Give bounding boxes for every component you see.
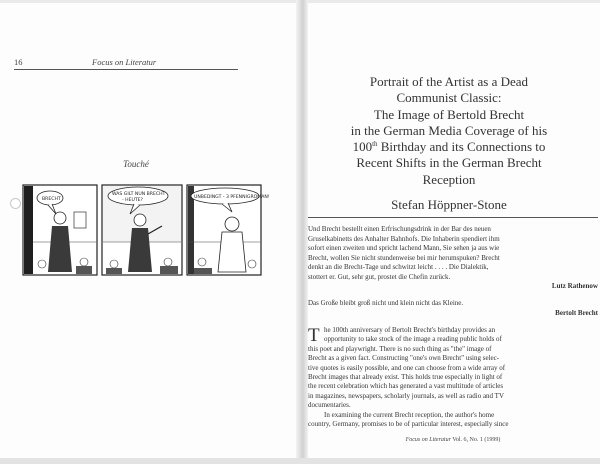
motto-quote: Das Große bleibt groß nicht und klein nicht das Kleine. bbox=[308, 299, 464, 307]
author-name: Stefan Höppner-Stone bbox=[391, 197, 507, 212]
epigraph-line: denkt an die Brecht-Tage und schwitzt leicht . . . . Die Dialektik, bbox=[308, 263, 489, 271]
journal-header: Focus on Literatur bbox=[92, 57, 157, 67]
drop-cap: T bbox=[308, 325, 320, 346]
footer-volume: Vol. 6, No. 1 (1999) bbox=[450, 437, 501, 443]
body-line: this poet and playwright. There is no such thing as "the" image of bbox=[308, 344, 492, 353]
left-page bbox=[0, 0, 296, 458]
body-line: in magazines, newspapers, scholarly journals, as well as radio and TV bbox=[308, 391, 505, 400]
body-line: he 100th anniversary of Bertolt Brecht's birthday provides an bbox=[324, 326, 496, 334]
title-line: Portrait of the Artist as a Dead bbox=[369, 74, 529, 89]
body-line: documentaries. bbox=[308, 401, 351, 410]
panel-3-bubble-text: UNBEDINGT - 3 PFENNIGROMAN! bbox=[194, 195, 270, 200]
body-line: In examining the current Brecht reception, the author's home bbox=[324, 410, 495, 419]
title-line bbox=[316, 139, 582, 155]
title-line: Recent Shifts in the German Brecht bbox=[356, 155, 542, 171]
body-line: Brecht as a given fact. Constructing "one's own Brecht" using selec- bbox=[308, 354, 500, 363]
title-divider bbox=[308, 217, 598, 218]
epigraph bbox=[308, 225, 598, 282]
body-line: tive quotes is easily possible, and one can choose from a wide array of bbox=[308, 363, 506, 372]
right-page bbox=[308, 0, 600, 458]
body-line: opportunity to take stock of the image a reading public holds of bbox=[324, 335, 502, 344]
page-footer bbox=[308, 437, 598, 443]
motto-attribution: Bertolt Brecht bbox=[555, 309, 598, 317]
footer-journal: Focus on Literatur bbox=[405, 437, 451, 443]
running-header bbox=[14, 56, 238, 70]
epigraph-attribution: Lutz Rathenow bbox=[551, 282, 598, 290]
title-ordinal-number: 100 bbox=[352, 139, 373, 155]
body-line: country, Germany, promises to be of particular interest, especially since bbox=[308, 420, 509, 429]
cartoon-title: Touché bbox=[123, 159, 149, 169]
comic-panel-2 bbox=[102, 185, 182, 275]
panel-2-bubble-text-1: WAS GILT NUN BRECHT bbox=[112, 192, 166, 197]
panel-2-bubble-text-2: - HEUTE? bbox=[122, 198, 143, 203]
comic-panel-3 bbox=[187, 185, 270, 275]
title-ordinal-suffix: th bbox=[372, 140, 378, 149]
epigraph-line: Brecht, wollen Sie nicht stundenweise bei mir herumspuken? Brecht bbox=[308, 253, 500, 262]
book-gutter bbox=[296, 0, 308, 464]
article-body bbox=[308, 326, 598, 429]
comic-strip bbox=[22, 184, 270, 276]
body-line: Brecht images that already exist. This holds true especially in light of bbox=[308, 373, 503, 382]
epigraph-line: stottert er. Gut, sehr gut, prostet die Chefin zurück. bbox=[308, 272, 451, 281]
page-number: 16 bbox=[14, 57, 23, 67]
panel-1-bubble-text: BRECHT bbox=[42, 197, 61, 202]
epigraph-line: Gruselkabinetts des Anhalter Bahnhofs. Die Inhaberin spendiert ihm bbox=[308, 234, 500, 243]
binder-hole bbox=[10, 198, 21, 209]
title-line: Reception bbox=[422, 171, 476, 187]
comic-panel-1 bbox=[23, 185, 97, 275]
title-line: Communist Classic: bbox=[396, 90, 502, 106]
scan-bottom-edge bbox=[0, 458, 600, 464]
title-line-rest: Birthday and its Connections to bbox=[377, 139, 546, 155]
epigraph-line: Und Brecht bestellt einen Erfrischungsdrink in der Bar des neuen bbox=[308, 225, 491, 233]
epigraph-line: sofort einen zweiten und spricht lachend Mann, Sie sehen ja aus wie bbox=[308, 244, 500, 252]
body-line: the recent celebration which has generated a vast multitude of articles bbox=[308, 382, 504, 391]
article-title bbox=[316, 74, 582, 188]
title-line: in the German Media Coverage of his bbox=[350, 122, 548, 138]
title-line: The Image of Bertold Brecht bbox=[373, 106, 525, 122]
